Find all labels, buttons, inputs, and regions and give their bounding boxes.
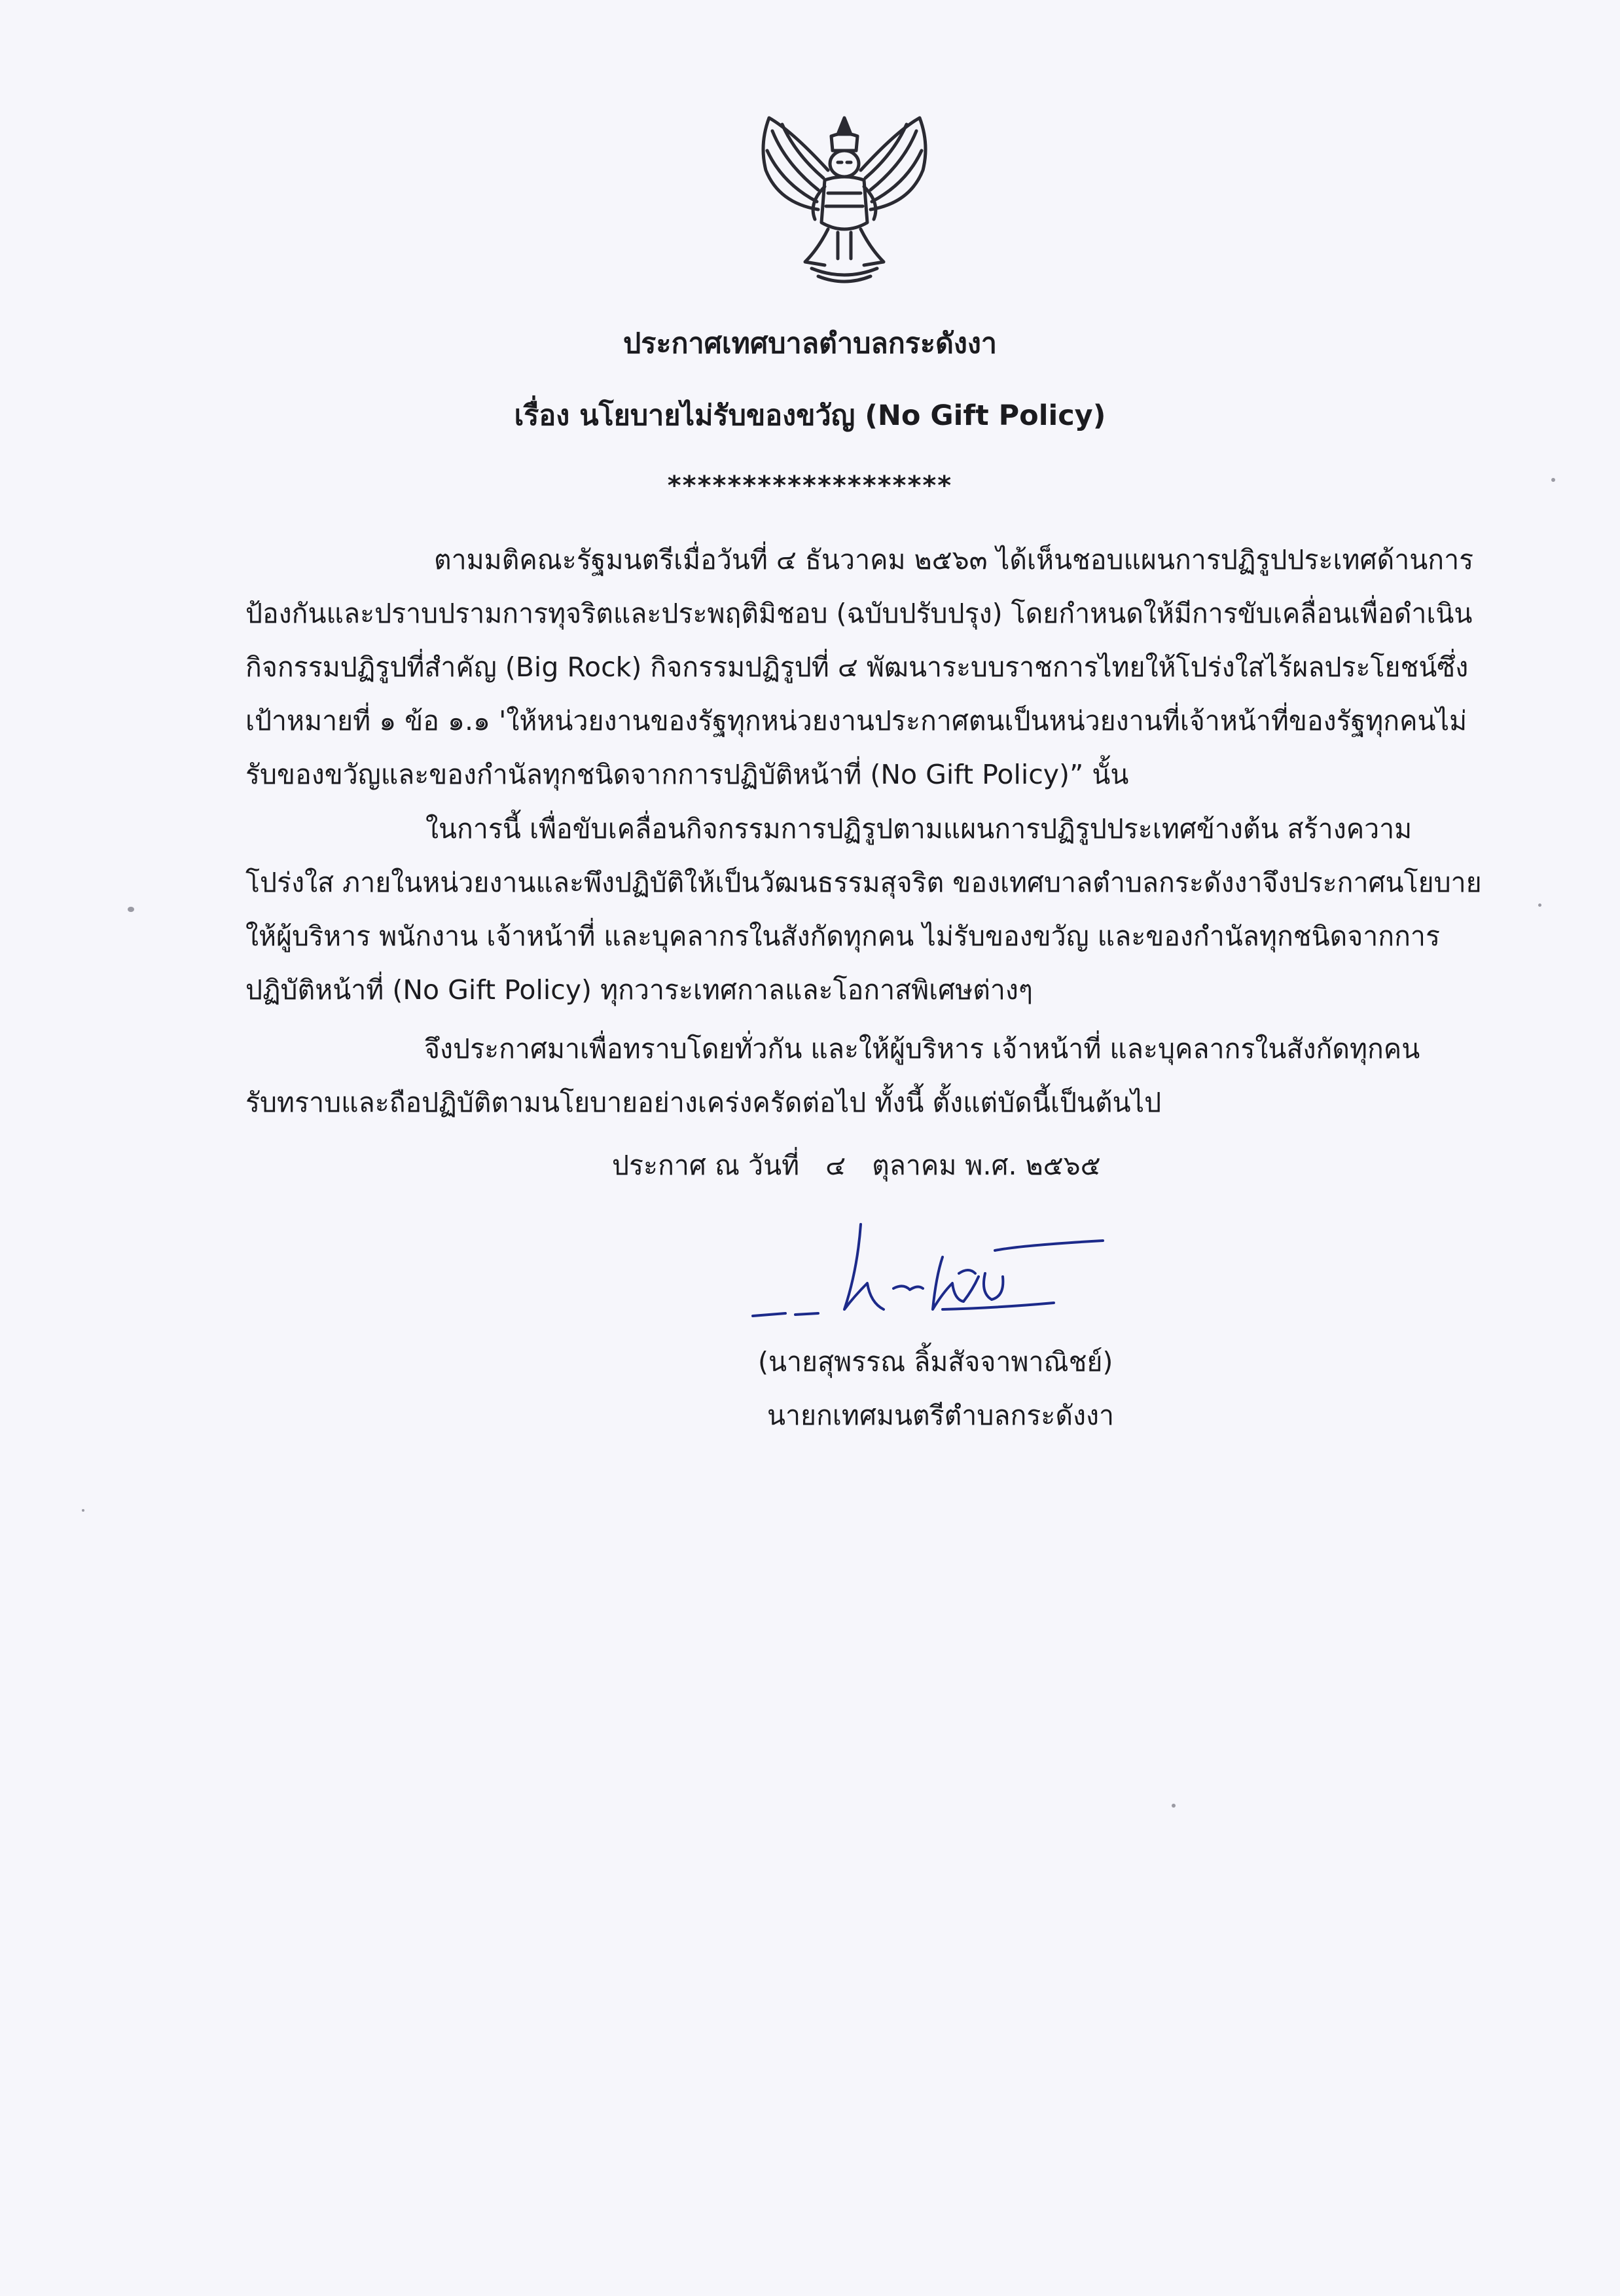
paragraph-line: รับของขวัญและของกำนัลทุกชนิดจากการปฏิบัติหน้าที่ (No Gift Policy)” นั้น (245, 759, 1129, 790)
paragraph-line: กิจกรรมปฏิรูปที่สำคัญ (Big Rock) กิจกรรมปฏิรูปที่ ๔ พัฒนาระบบราชการไทยให้โปร่งใสไร้ผลประโยชน์ซึ่ง (245, 651, 1469, 683)
paragraph-line: เป้าหมายที่ ๑ ข้อ ๑.๑ 'ให้หน่วยงานของรัฐทุกหน่วยงานประกาศตนเป็นหน่วยงานที่เจ้าหน้าที่ของรัฐทุกคนไม่ (245, 705, 1467, 737)
scan-speck (1172, 1804, 1176, 1808)
signer-name: (นายสุพรรณ ลิ้มสัจจาพาณิชย์) (758, 1346, 1113, 1377)
paragraph-line: ให้ผู้บริหาร พนักงาน เจ้าหน้าที่ และบุคลากรในสังกัดทุกคน ไม่รับของขวัญ และของกำนัลทุกชนิดจากการ (245, 920, 1440, 952)
date-day: ๔ (825, 1150, 846, 1181)
paragraph-line: โปร่งใส ภายในหน่วยงานและพึงปฏิบัติให้เป็นวัฒนธรรมสุจริต ของเทศบาลตำบลกระดังงาจึงประกาศนโยบาย (245, 867, 1482, 898)
paragraph-line: ในการนี้ เพื่อขับเคลื่อนกิจกรรมการปฏิรูปตามแผนการปฏิรูปประเทศข้างต้น สร้างความ (425, 813, 1413, 845)
date-prefix: ประกาศ ณ วันที่ (612, 1150, 800, 1181)
announcement-title: ประกาศเทศบาลตำบลกระดังงา (622, 327, 998, 360)
paragraph-line: ปฏิบัติหน้าที่ (No Gift Policy) ทุกวาระเทศกาลและโอกาสพิเศษต่างๆ (245, 974, 1033, 1006)
paragraph-line: ตามมติคณะรัฐมนตรีเมื่อวันที่ ๔ ธันวาคม ๒๕๖๓ ได้เห็นชอบแผนการปฏิรูปประเทศด้านการ (434, 544, 1474, 575)
garuda-emblem-icon (746, 105, 943, 288)
paragraph-line: รับทราบและถือปฏิบัติตามนโยบายอย่างเคร่งครัดต่อไป ทั้งนี้ ตั้งแต่บัดนี้เป็นต้นไป (245, 1087, 1162, 1118)
announcement-date (612, 1146, 1101, 1185)
scan-speck (1551, 478, 1555, 482)
scan-speck (128, 907, 134, 912)
date-month-year: ตุลาคม พ.ศ. ๒๕๖๕ (872, 1150, 1101, 1181)
handwritten-signature-icon (746, 1211, 1113, 1329)
signer-position: นายกเทศมนตรีตำบลกระดังงา (767, 1400, 1115, 1431)
scan-speck (82, 1509, 84, 1512)
paragraph-line: ป้องกันและปราบปรามการทุจริตและประพฤติมิชอบ (ฉบับปรับปรุง) โดยกำหนดให้มีการขับเคลื่อนเพื่อดำเนิน (245, 598, 1473, 629)
paragraph-line: จึงประกาศมาเพื่อทราบโดยทั่วกัน และให้ผู้บริหาร เจ้าหน้าที่ และบุคลากรในสังกัดทุกคน (424, 1033, 1420, 1065)
announcement-subject: เรื่อง นโยบายไม่รับของขวัญ (No Gift Policy) (514, 399, 1106, 432)
separator-line: ******************* (667, 471, 953, 501)
scan-speck (1538, 903, 1541, 907)
